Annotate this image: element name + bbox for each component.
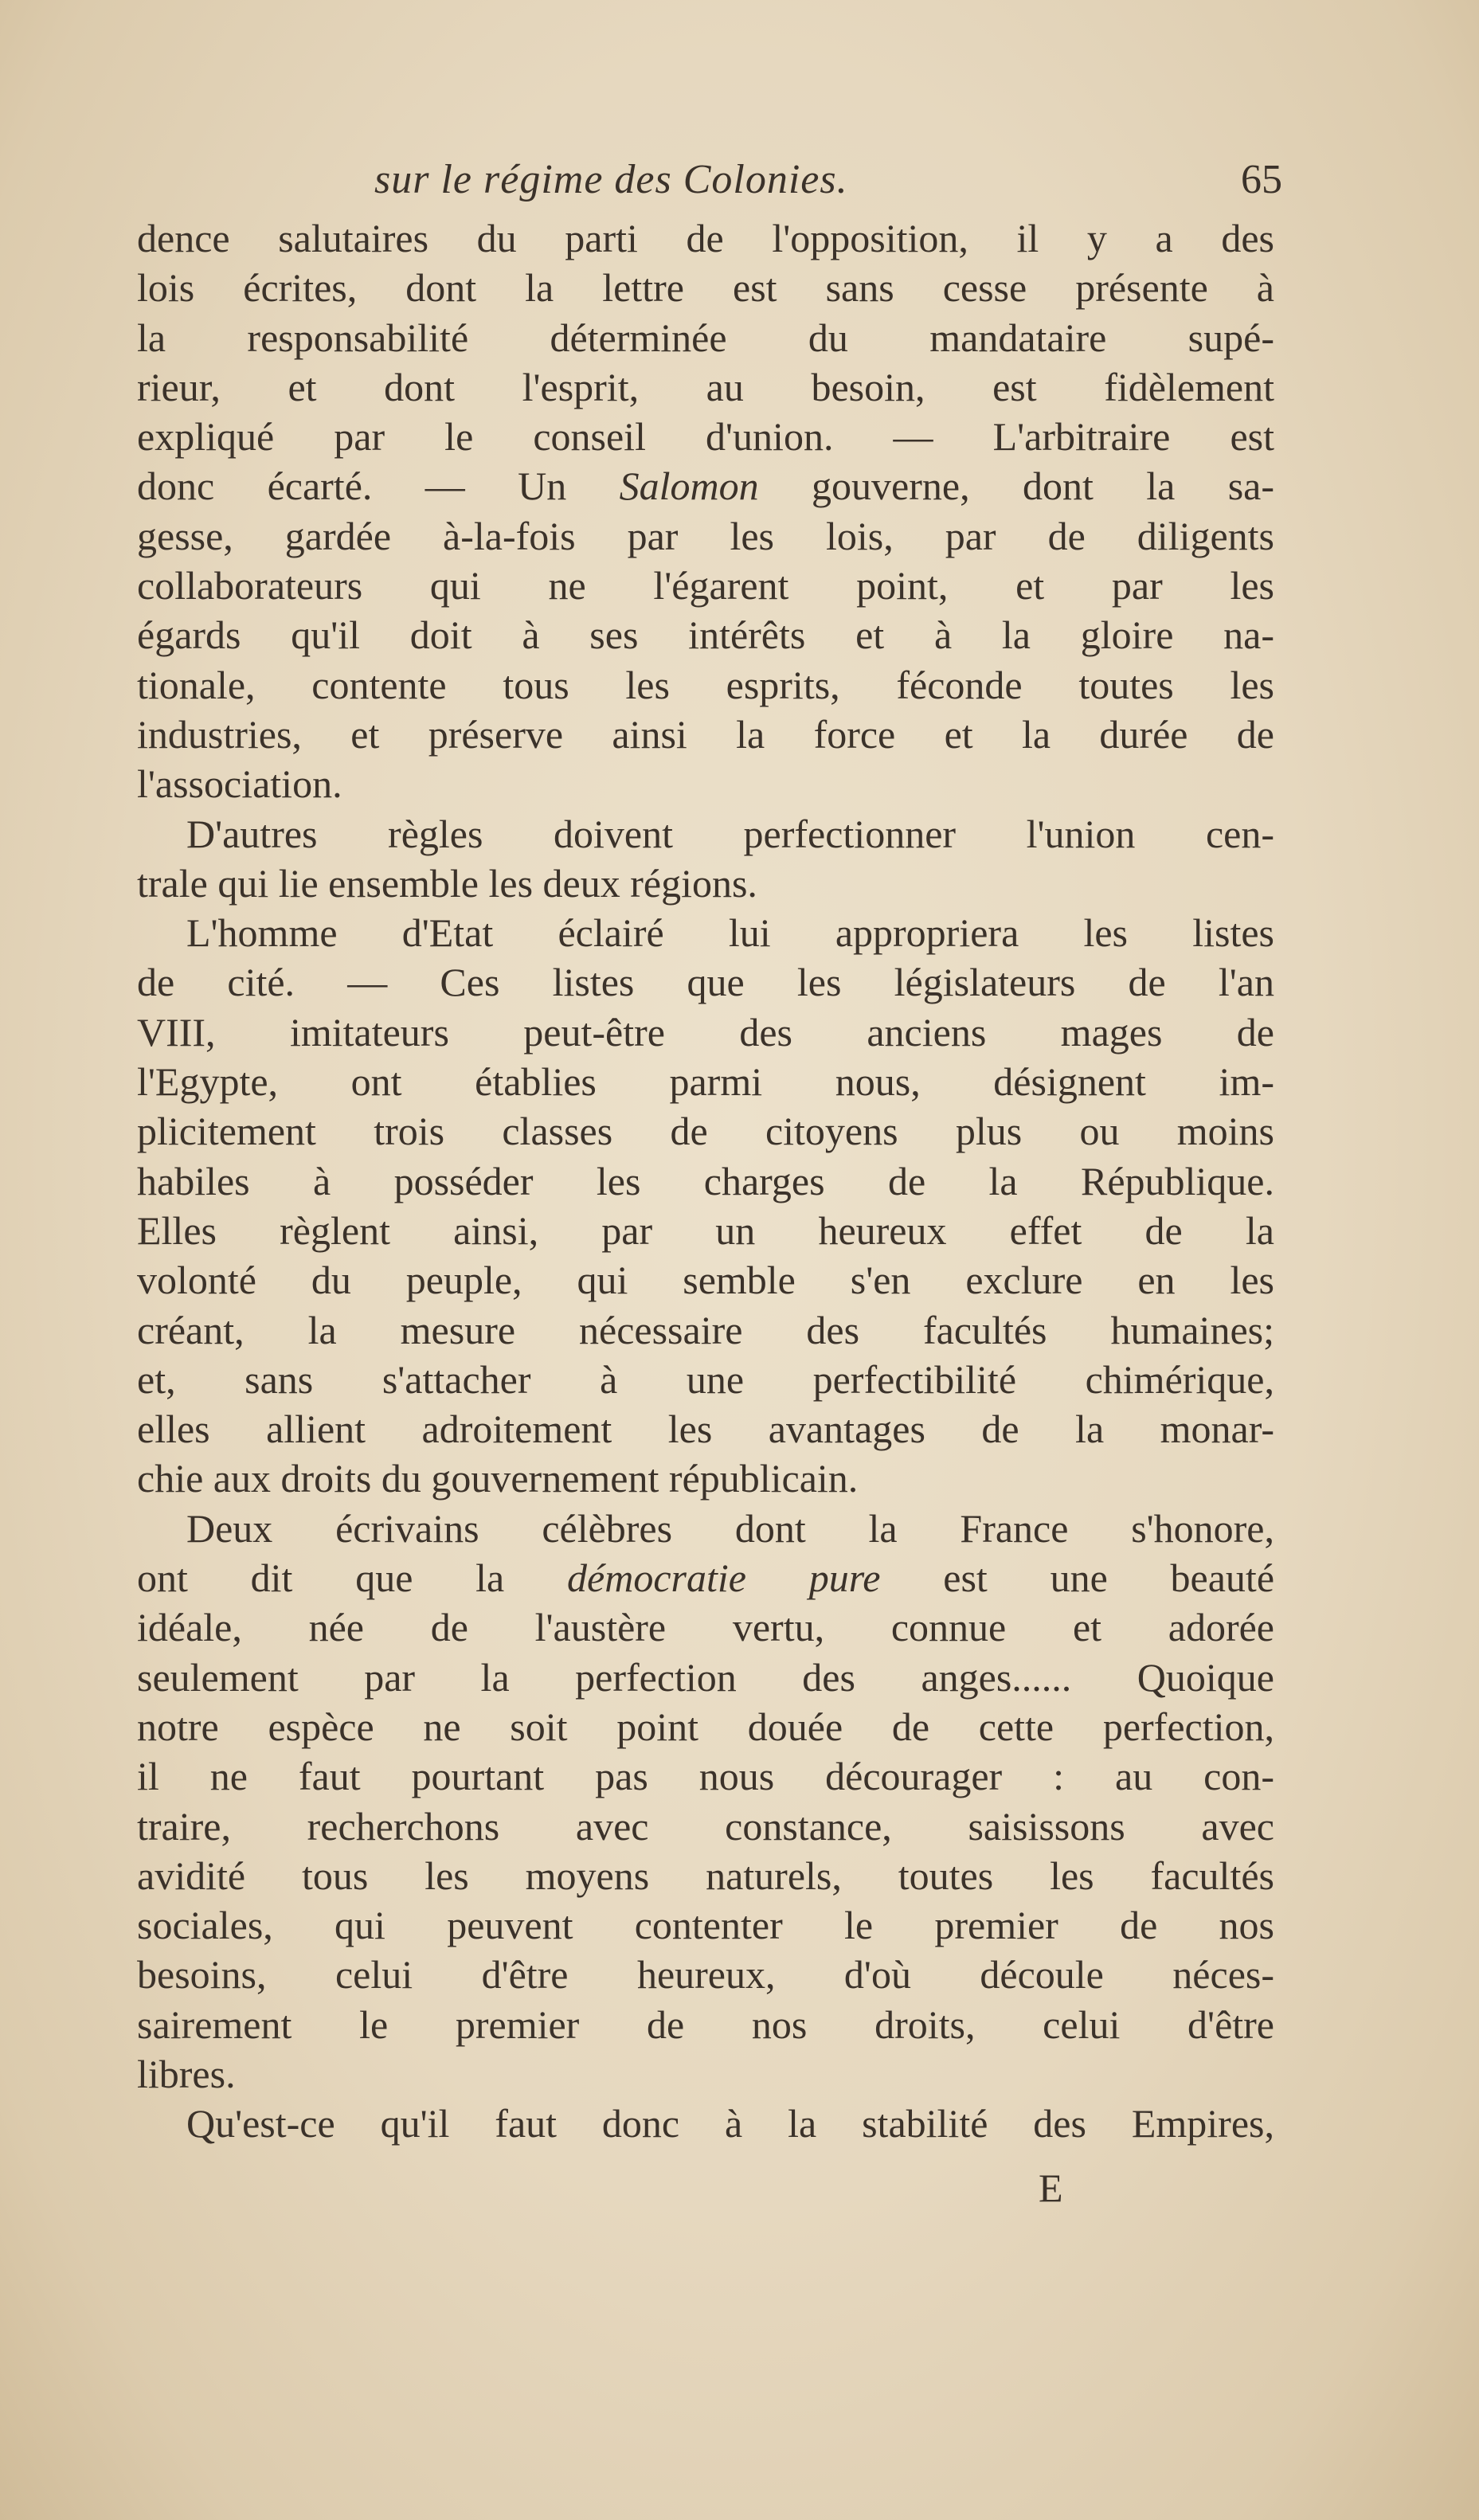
text-line	[137, 1454, 1274, 1503]
text-line	[137, 1653, 1274, 1702]
text-segment: égards qu'il doit à ses intérêts et à la gloire na-	[137, 612, 1274, 658]
text-segment: et, sans s'attacher à une perfectibilité chimérique,	[137, 1356, 1274, 1402]
text-line	[137, 1156, 1274, 1206]
text-segment: collaborateurs qui ne l'égarent point, et par les	[137, 563, 1274, 608]
text-line	[137, 1950, 1274, 1999]
text-line	[137, 710, 1274, 759]
text-line	[137, 1851, 1274, 1900]
text-segment: traire, recherchons avec constance, saisissons avec	[137, 1803, 1274, 1849]
text-line	[137, 908, 1274, 957]
text-segment: sociales, qui peuvent contenter le premier de nos	[137, 1903, 1274, 1948]
text-line	[137, 362, 1274, 412]
text-segment: libres.	[137, 2051, 236, 2096]
page-number: 65	[1241, 157, 1282, 202]
text-segment: créant, la mesure nécessaire des facultés humaines;	[137, 1307, 1274, 1352]
text-line	[137, 1305, 1274, 1355]
text-line	[137, 957, 1274, 1007]
text-segment: seulement par la perfection des anges...... Quoique	[137, 1654, 1274, 1700]
text-segment: gouverne, dont la sa-	[758, 464, 1274, 509]
text-line	[137, 1553, 1274, 1602]
text-line	[137, 1057, 1274, 1106]
text-segment: rieur, et dont l'esprit, au besoin, est fidèlement	[137, 364, 1274, 409]
text-line	[137, 1702, 1274, 1751]
text-line	[137, 1602, 1274, 1652]
text-segment: sairement le premier de nos droits, celui d'être	[137, 2002, 1274, 2047]
text-segment: expliqué par le conseil d'union. — L'arbitraire est	[137, 414, 1274, 460]
text-segment: dence salutaires du parti de l'opposition, il y a des	[137, 216, 1274, 260]
text-segment: VIII, imitateurs peut-être des anciens mages de	[137, 1009, 1274, 1055]
text-segment: l'Egypte, ont établies parmi nous, désignent im-	[137, 1059, 1274, 1105]
text-line	[137, 1751, 1274, 1801]
text-line	[137, 1255, 1274, 1305]
text-segment: industries, et préserve ainsi la force et la durée de	[137, 711, 1274, 757]
text-segment: tionale, contente tous les esprits, féconde toutes les	[137, 662, 1274, 707]
text-segment: notre espèce ne soit point douée de cette perfection,	[137, 1704, 1274, 1749]
italic-text: Salomon	[619, 464, 759, 509]
text-segment: ont dit que la	[137, 1555, 568, 1601]
text-line	[137, 1206, 1274, 1255]
text-line	[137, 809, 1274, 859]
text-line	[137, 759, 1274, 808]
text-line	[137, 412, 1274, 461]
text-segment: trale qui lie ensemble les deux régions.	[137, 860, 757, 906]
text-line	[137, 2000, 1274, 2049]
text-segment: lois écrites, dont la lettre est sans cesse présente à	[137, 265, 1274, 311]
text-segment: plicitement trois classes de citoyens plus ou moins	[137, 1109, 1274, 1154]
text-segment: est une beauté	[880, 1555, 1275, 1601]
text-segment: de cité. — Ces listes que les législateurs de l'an	[137, 960, 1274, 1005]
signature-mark: E	[1039, 2166, 1063, 2210]
text-line	[137, 610, 1274, 659]
text-segment: Qu'est-ce qu'il faut donc à la stabilité des Empires,	[186, 2101, 1274, 2146]
text-line	[137, 461, 1274, 511]
text-line	[137, 511, 1274, 561]
text-segment: elles allient adroitement les avantages de la monar-	[137, 1407, 1274, 1452]
text-line	[137, 1008, 1274, 1057]
text-segment: L'homme d'Etat éclairé lui appropriera les listes	[186, 910, 1274, 956]
text-line	[137, 213, 1274, 263]
italic-text: démocratie pure	[567, 1555, 881, 1601]
text-segment: habiles à posséder les charges de la République.	[137, 1158, 1274, 1203]
text-segment: Elles règlent ainsi, par un heureux effet de la	[137, 1207, 1274, 1253]
text-line	[137, 1900, 1274, 1950]
page-header	[374, 156, 1282, 204]
text-segment: avidité tous les moyens naturels, toutes les facultés	[137, 1853, 1274, 1898]
text-line	[137, 2049, 1274, 2099]
text-line	[137, 1404, 1274, 1454]
text-segment: volonté du peuple, qui semble s'en exclure en les	[137, 1258, 1274, 1303]
text-segment: idéale, née de l'austère vertu, connue et adorée	[137, 1605, 1274, 1650]
text-line	[137, 263, 1274, 312]
text-line	[137, 313, 1274, 362]
text-segment: D'autres règles doivent perfectionner l'union cen-	[186, 811, 1274, 856]
text-line	[137, 859, 1274, 908]
running-title: sur le régime des Colonies.	[374, 157, 848, 202]
text-segment: besoins, celui d'être heureux, d'où découle néces-	[137, 1952, 1274, 1998]
text-segment: l'association.	[137, 761, 342, 807]
text-segment: il ne faut pourtant pas nous décourager : au con-	[137, 1754, 1274, 1799]
text-line	[137, 1802, 1274, 1851]
text-line	[137, 660, 1274, 710]
text-segment: la responsabilité déterminée du mandataire supé-	[137, 315, 1274, 360]
text-line	[137, 1106, 1274, 1156]
text-segment: donc écarté. — Un	[137, 464, 620, 509]
body-text	[137, 213, 1274, 2149]
text-line	[137, 561, 1274, 610]
text-line	[137, 1355, 1274, 1404]
text-segment: chie aux droits du gouvernement républicain.	[137, 1456, 859, 1501]
text-line	[137, 2099, 1274, 2148]
text-line	[137, 1504, 1274, 1553]
text-segment: gesse, gardée à-la-fois par les lois, par de diligents	[137, 513, 1274, 558]
text-segment: Deux écrivains célèbres dont la France s'honore,	[186, 1505, 1274, 1551]
